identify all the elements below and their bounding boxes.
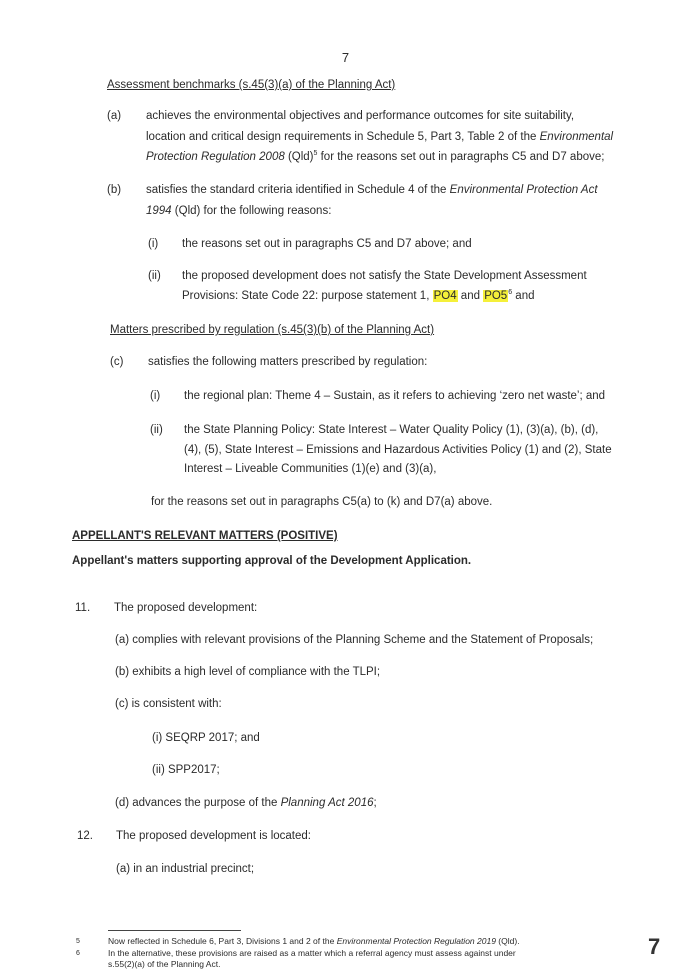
- item-b-i-label: (i): [148, 238, 159, 250]
- para-11-text: The proposed development:: [114, 602, 258, 614]
- item-c-closing: for the reasons set out in paragraphs C5(a) to (k) and D7(a) above.: [151, 496, 493, 508]
- highlight-po4: PO4: [433, 290, 457, 302]
- item-c-ii-line-3: Interest – Liveable Communities (1)(e) and (3)(a),: [184, 463, 437, 475]
- item-c-ii-line-1: the State Planning Policy: State Interest – Water Quality Policy (1), (3)(a), (b), (d),: [184, 424, 599, 436]
- footnote-ref-5: 5: [313, 150, 318, 158]
- para-11-c-ii: (ii) SPP2017;: [152, 764, 220, 776]
- page-number: 7: [341, 50, 350, 65]
- appellant-heading: APPELLANT'S RELEVANT MATTERS (POSITIVE): [72, 530, 338, 542]
- item-a-line-3: Protection Regulation 2008 (Qld)$^5$ for the reasons set out in paragraphs C5 and D7 above;: [146, 150, 605, 163]
- footnote-5-text: Now reflected in Schedule 6, Part 3, Divisions 1 and 2 of the Environmental Protection Regulation 2019 (Qld).: [108, 936, 520, 946]
- footnote-separator: [108, 930, 241, 931]
- item-c-text: satisfies the following matters prescribed by regulation:: [148, 356, 428, 368]
- item-c-ii-label: (ii): [150, 424, 163, 436]
- para-11-number: 11.: [75, 602, 91, 614]
- assessment-heading: Assessment benchmarks (s.45(3)(a) of the Planning Act): [107, 79, 396, 91]
- footnote-5-number: 5: [76, 938, 80, 945]
- item-b-line-2: 1994 (Qld) for the following reasons:: [146, 205, 332, 217]
- item-b-ii-label: (ii): [148, 270, 161, 282]
- item-a-line-1: achieves the environmental objectives and performance outcomes for site suitability,: [146, 110, 575, 122]
- para-11-b: (b) exhibits a high level of compliance with the TLPI;: [115, 666, 381, 678]
- appellant-subheading: Appellant's matters supporting approval of the Development Application.: [72, 555, 472, 567]
- item-c-i-text: the regional plan: Theme 4 – Sustain, as it refers to achieving ‘zero net waste’; and: [184, 390, 606, 402]
- item-a-label: (a): [107, 110, 122, 122]
- corner-page-number: 7: [648, 934, 661, 959]
- para-12-text: The proposed development is located:: [116, 830, 311, 842]
- matters-heading: Matters prescribed by regulation (s.45(3)(b) of the Planning Act): [110, 324, 435, 336]
- item-c-i-label: (i): [150, 390, 161, 402]
- highlight-po5: PO5: [484, 290, 508, 302]
- item-b-ii-line-2: Provisions: State Code 22: purpose statement 1, PO4 and $PO5^6$ and: [182, 289, 535, 302]
- item-b-ii-line-1: the proposed development does not satisfy the State Development Assessment: [182, 270, 587, 282]
- item-c-label: (c): [110, 356, 124, 368]
- item-c-ii-line-2: (4), (5), State Interest – Emissions and Hazardous Activities Policy (1) and (2), State: [184, 444, 612, 456]
- footnote-ref-6: 6: [508, 289, 513, 297]
- footnote-6-line-1: In the alternative, these provisions are raised as a matter which a referral agency must assess against under: [108, 948, 516, 958]
- item-b-label: (b): [107, 184, 122, 196]
- para-11-d: (d) advances the purpose of the Planning Act 2016;: [115, 797, 377, 809]
- para-11-a: (a) complies with relevant provisions of the Planning Scheme and the Statement of Proposals;: [115, 634, 594, 646]
- item-a-line-2: location and critical design requirements in Schedule 5, Part 3, Table 2 of the Environmental: [146, 131, 614, 143]
- para-11-c: (c) is consistent with:: [115, 698, 222, 710]
- footnote-6-number: 6: [76, 950, 80, 957]
- item-b-line-1: satisfies the standard criteria identified in Schedule 4 of the Environmental Protection Act: [146, 184, 598, 196]
- para-11-c-i: (i) SEQRP 2017; and: [152, 732, 260, 744]
- item-b-i-text: the reasons set out in paragraphs C5 and D7 above; and: [182, 238, 472, 250]
- footnote-6-line-2: s.55(2)(a) of the Planning Act.: [108, 959, 221, 969]
- para-12-a: (a) in an industrial precinct;: [116, 863, 255, 875]
- para-12-number: 12.: [77, 830, 93, 842]
